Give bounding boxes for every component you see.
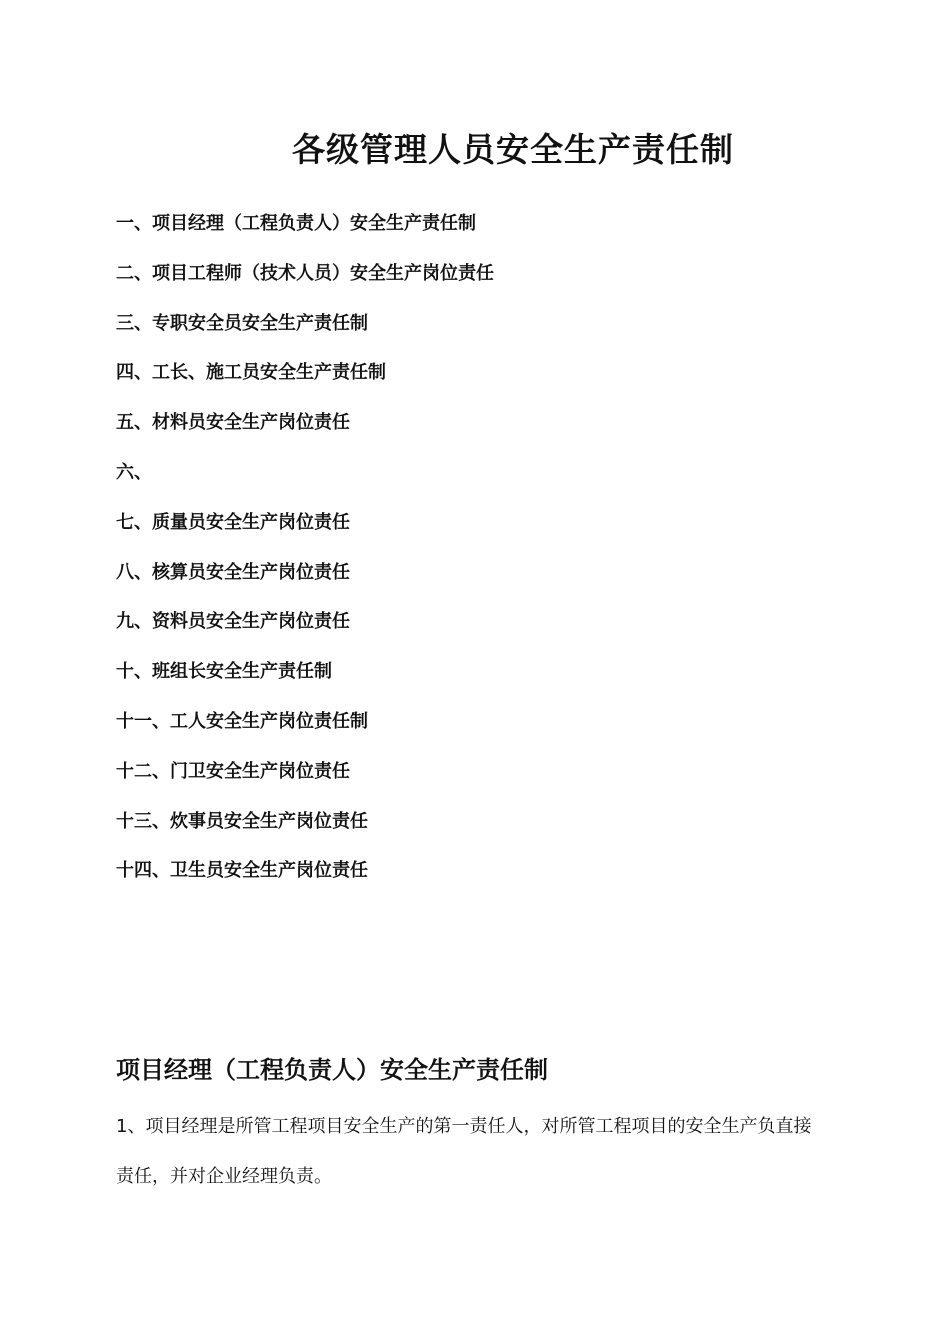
table-of-contents xyxy=(116,206,494,903)
section-heading: 项目经理（工程负责人）安全生产责任制 xyxy=(116,1056,548,1084)
toc-item: 三、专职安全员安全生产责任制 xyxy=(116,312,368,334)
toc-item: 十四、卫生员安全生产岗位责任 xyxy=(116,860,368,882)
toc-item: 四、工长、施工员安全生产责任制 xyxy=(116,362,386,384)
toc-item: 六、 xyxy=(116,461,152,483)
toc-item: 一、项目经理（工程负责人）安全生产责任制 xyxy=(116,213,476,234)
toc-item: 五、材料员安全生产岗位责任 xyxy=(116,412,350,434)
toc-item: 九、资料员安全生产岗位责任 xyxy=(116,611,350,633)
toc-item: 七、质量员安全生产岗位责任 xyxy=(116,511,350,533)
toc-item: 二、项目工程师（技术人员）安全生产岗位责任 xyxy=(116,262,494,284)
toc-item: 十、班组长安全生产责任制 xyxy=(116,661,332,683)
document-title: 各级管理人员安全生产责任制 xyxy=(292,130,734,169)
toc-item: 十一、工人安全生产岗位责任制 xyxy=(116,710,368,732)
section-paragraph: 1、项目经理是所管工程项目安全生产的第一责任人，对所管工程项目的安全生产负直接责任，并对企业经理负责。 xyxy=(116,1116,812,1187)
toc-item: 八、核算员安全生产岗位责任 xyxy=(116,561,350,583)
toc-item: 十二、门卫安全生产岗位责任 xyxy=(116,760,350,782)
toc-item: 十三、炊事员安全生产岗位责任 xyxy=(116,810,368,832)
